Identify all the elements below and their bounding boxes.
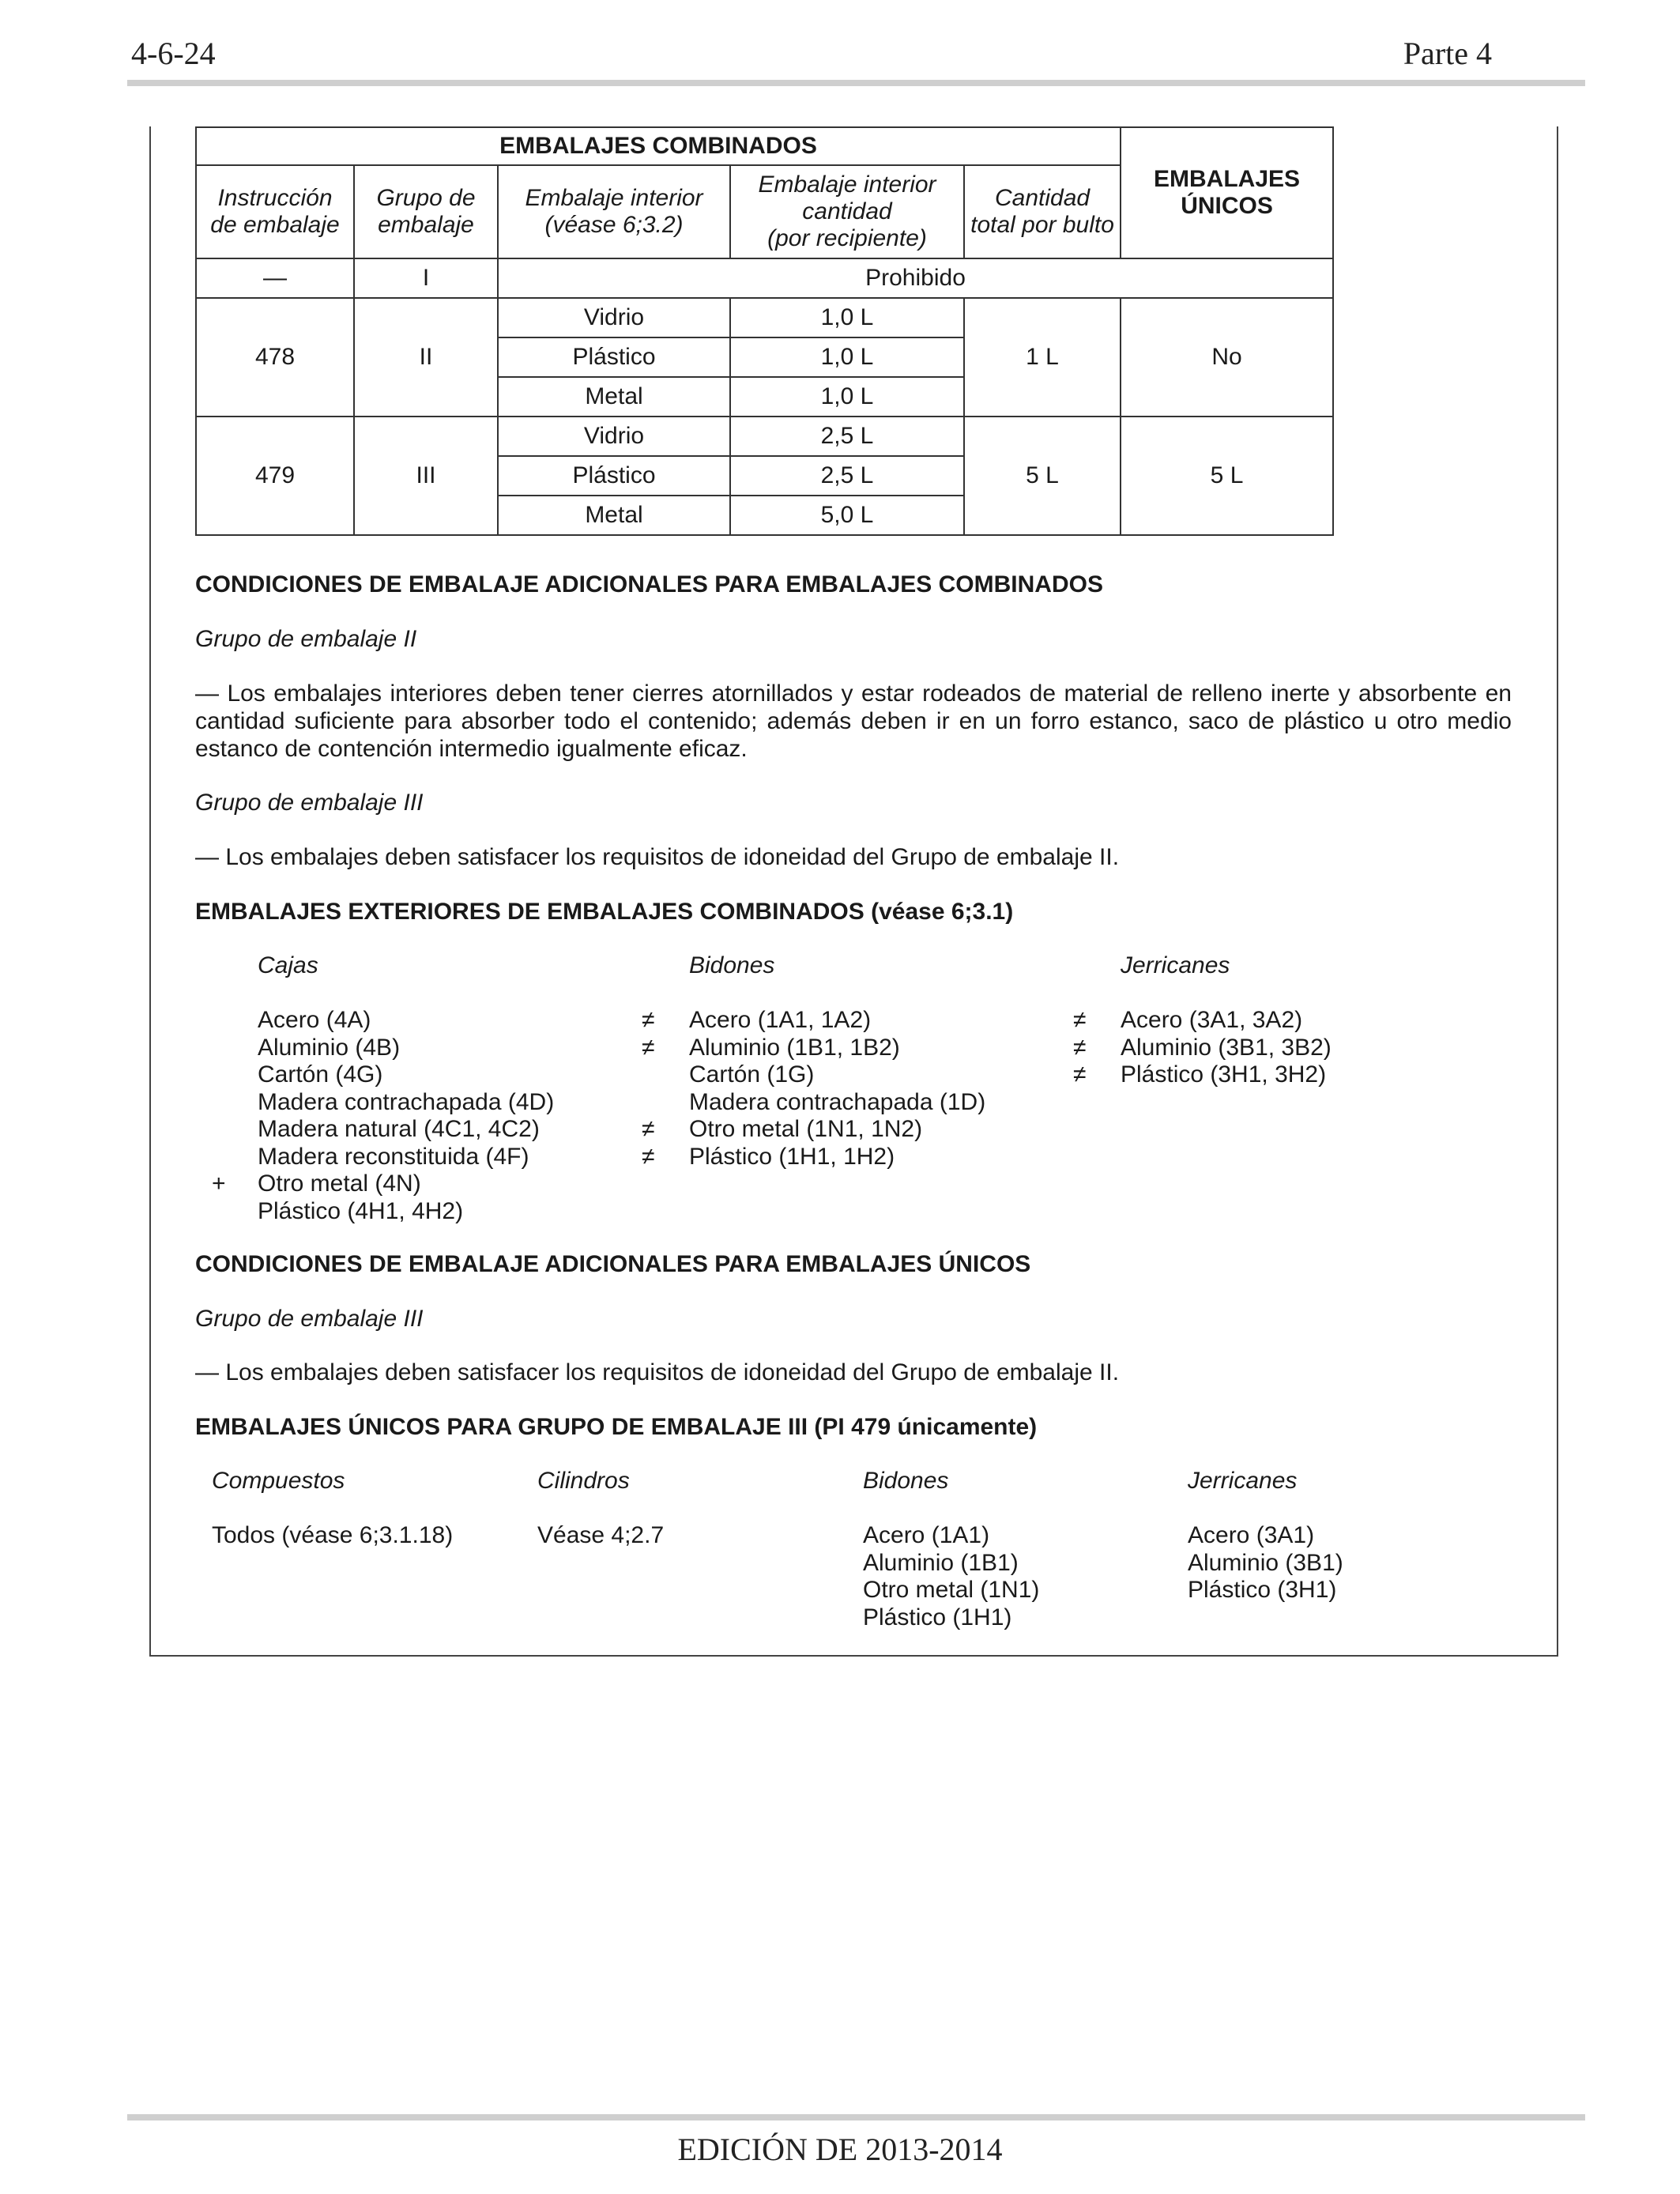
section-heading: CONDICIONES DE EMBALAJE ADICIONALES PARA EMBALAJES ÚNICOS (195, 1251, 1031, 1277)
list-item: Plástico (1H1, 1H2) (689, 1143, 895, 1170)
header-rule (127, 80, 1585, 86)
list-item: Acero (1A1) (863, 1522, 990, 1548)
list-compuestos (212, 1522, 453, 1550)
header-instruccion: Instrucción de embalaje (196, 165, 354, 258)
list-cajas (258, 1007, 554, 1225)
header-grupo: Grupo de embalaje (354, 165, 498, 258)
list-item: Acero (4A) (258, 1007, 371, 1033)
not-equal-mark: ≠ (642, 1034, 655, 1061)
paragraph: — Los embalajes interiores deben tener cierres atornillados y estar rodeados de material de relleno inerte y absorbente en cantidad suficiente para absorber todo el contenido; además deben ir en un forro estanco, saco de plástico u otro medio estanco de contención intermedio igualmente eficaz. (195, 680, 1512, 762)
list-bidones (689, 1007, 985, 1171)
paragraph: — Los embalajes deben satisfacer los requisitos de idoneidad del Grupo de embalaje II. (195, 844, 1120, 870)
table-row: 478 II Vidrio 1,0 L 1 L No (196, 298, 1333, 337)
col-title-bidones-unicos: Bidones (863, 1468, 949, 1494)
list-item: Madera natural (4C1, 4C2) (258, 1116, 540, 1142)
list-item: Acero (3A1, 3A2) (1121, 1007, 1303, 1033)
list-item: Plástico (3H1, 3H2) (1121, 1061, 1327, 1088)
prohibido-cell: Prohibido (498, 258, 1333, 298)
footer-edition: EDICIÓN DE 2013-2014 (677, 2132, 1003, 2167)
table-row: 479 III Vidrio 2,5 L 5 L 5 L (196, 417, 1333, 456)
not-equal-mark: ≠ (642, 1143, 655, 1170)
plus-mark: + (212, 1171, 226, 1197)
col-title-bidones: Bidones (689, 952, 775, 978)
list-item: Aluminio (1B1, 1B2) (689, 1034, 900, 1061)
list-jerricanes-unicos (1188, 1522, 1343, 1604)
list-item: Aluminio (1B1) (863, 1549, 1019, 1576)
not-equal-mark: ≠ (1073, 1034, 1087, 1061)
table-row: Metal 5,0 L (196, 496, 1333, 535)
not-equal-mark: ≠ (1073, 1007, 1087, 1033)
list-item: Otro metal (4N) (258, 1171, 421, 1197)
group-label: Grupo de embalaje III (195, 790, 424, 816)
not-equal-mark: ≠ (642, 1007, 655, 1033)
paragraph: — Los embalajes deben satisfacer los requisitos de idoneidad del Grupo de embalaje II. (195, 1359, 1120, 1385)
table-row: Metal 1,0 L (196, 377, 1333, 417)
list-bidones-unicos (863, 1522, 1039, 1631)
header-cantidad: Embalaje interior cantidad (por recipiente) (730, 165, 964, 258)
col-title-jerricanes-unicos: Jerricanes (1188, 1468, 1298, 1494)
section-heading: CONDICIONES DE EMBALAJE ADICIONALES PARA EMBALAJES COMBINADOS (195, 571, 1103, 598)
col-title-cajas: Cajas (258, 952, 318, 978)
list-item: Cartón (1G) (689, 1061, 815, 1088)
list-item: Plástico (3H1) (1188, 1577, 1337, 1603)
not-equal-mark: ≠ (1073, 1061, 1087, 1088)
table-row: — I Prohibido (196, 258, 1333, 298)
list-item: Acero (1A1, 1A2) (689, 1007, 872, 1033)
marks-jerricanes (1073, 1007, 1086, 1089)
list-item: Otro metal (1N1) (863, 1577, 1040, 1603)
header-date: 4-6-24 (131, 36, 216, 71)
list-item: Todos (véase 6;3.1.18) (212, 1522, 454, 1548)
marks-bidones (642, 1007, 654, 1171)
footer-rule (127, 2114, 1585, 2120)
section-heading: EMBALAJES EXTERIORES DE EMBALAJES COMBINADOS (véase 6;3.1) (195, 899, 1014, 925)
col-title-cilindros: Cilindros (537, 1468, 630, 1494)
packing-table (195, 126, 1334, 536)
col-title-compuestos: Compuestos (212, 1468, 345, 1494)
group-label: Grupo de embalaje III (195, 1306, 424, 1332)
not-equal-mark: ≠ (642, 1116, 655, 1142)
list-item: Plástico (4H1, 4H2) (258, 1197, 464, 1224)
table-row: Plástico 1,0 L (196, 337, 1333, 377)
list-item: Véase 4;2.7 (537, 1522, 665, 1548)
header-part: Parte 4 (1403, 36, 1492, 71)
header-unicos: EMBALAJES ÚNICOS (1121, 127, 1333, 258)
table-title: EMBALAJES COMBINADOS (196, 127, 1121, 165)
list-cilindros (537, 1522, 664, 1550)
list-item: Cartón (4G) (258, 1061, 383, 1088)
group-label: Grupo de embalaje II (195, 626, 417, 652)
list-item: Madera reconstituida (4F) (258, 1143, 529, 1170)
header-interior: Embalaje interior (véase 6;3.2) (498, 165, 730, 258)
header-total: Cantidad total por bulto (964, 165, 1121, 258)
list-item: Aluminio (4B) (258, 1034, 401, 1061)
table-row: Plástico 2,5 L (196, 456, 1333, 496)
list-item: Aluminio (3B1, 3B2) (1121, 1034, 1332, 1061)
list-item: Madera contrachapada (1D) (689, 1088, 986, 1115)
section-heading: EMBALAJES ÚNICOS PARA GRUPO DE EMBALAJE III (PI 479 únicamente) (195, 1414, 1038, 1440)
list-item: Otro metal (1N1, 1N2) (689, 1116, 923, 1142)
list-item: Acero (3A1) (1188, 1522, 1315, 1548)
list-item: Aluminio (3B1) (1188, 1549, 1343, 1576)
list-item: Plástico (1H1) (863, 1604, 1012, 1630)
list-item: Madera contrachapada (4D) (258, 1088, 555, 1115)
col-title-jerricanes: Jerricanes (1121, 952, 1230, 978)
list-jerricanes (1121, 1007, 1332, 1089)
